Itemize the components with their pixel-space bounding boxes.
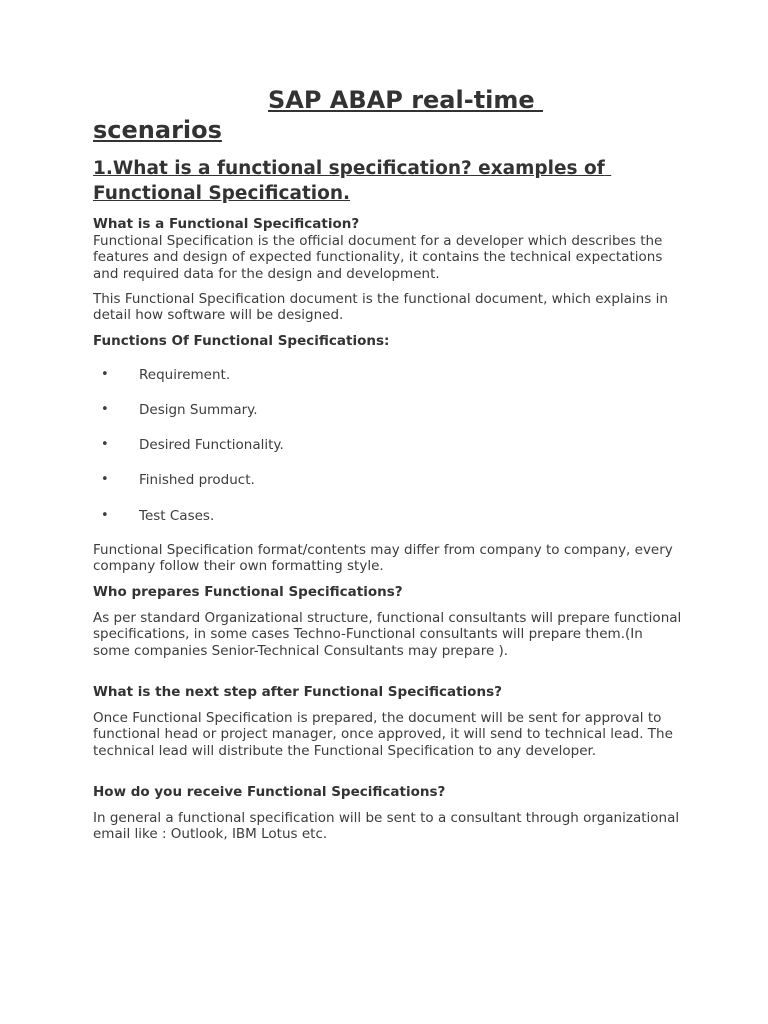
paragraph-next-step: Once Functional Specification is prepared, the document will be sent for approval to functional head or project manager, once approved, it will send to technical lead. The technical lead will distribute the Functional Specification to any developer.	[93, 710, 673, 759]
bullet-icon: •	[101, 402, 109, 417]
list-item-label: Requirement.	[139, 367, 231, 383]
question-heading: 1.What is a functional specification? examples of Functional Specification.	[93, 158, 612, 204]
section-heading-what-is: What is a Functional Specification?	[93, 216, 360, 232]
section-heading-functions: Functions Of Functional Specifications:	[93, 333, 390, 349]
bullet-icon: •	[101, 508, 109, 523]
bullet-icon: •	[101, 437, 109, 452]
list-item-label: Finished product.	[139, 472, 255, 488]
list-item-label: Design Summary.	[139, 402, 258, 418]
paragraph-what-is-1: Functional Specification is the official document for a developer which describes the features and design of expected functionality, it contains the technical expectations and required data for the design and development.	[93, 233, 663, 282]
section-heading-receive: How do you receive Functional Specifications?	[93, 784, 446, 800]
paragraph-format: Functional Specification format/contents may differ from company to company, every company follow their own formatting style.	[93, 542, 673, 575]
document-title-line2: scenarios	[93, 116, 222, 144]
list-item-label: Desired Functionality.	[139, 437, 284, 453]
section-heading-who: Who prepares Functional Specifications?	[93, 584, 403, 600]
section-heading-next-step: What is the next step after Functional Specifications?	[93, 684, 502, 700]
paragraph-what-is-2: This Functional Specification document is the functional document, which explains in detail how software will be designed.	[93, 291, 668, 324]
bullet-icon: •	[101, 472, 109, 487]
paragraph-receive: In general a functional specification will be sent to a consultant through organizational email like : Outlook, IBM Lotus etc.	[93, 810, 680, 843]
paragraph-who: As per standard Organizational structure, functional consultants will prepare functional specifications, in some cases Techno-Functional consultants will prepare them.(In some companies Senior-Technical Consultants may prepare ).	[93, 610, 682, 659]
document-title-line1: SAP ABAP real-time	[268, 86, 544, 114]
bullet-icon: •	[101, 367, 109, 382]
list-item-label: Test Cases.	[139, 508, 215, 524]
